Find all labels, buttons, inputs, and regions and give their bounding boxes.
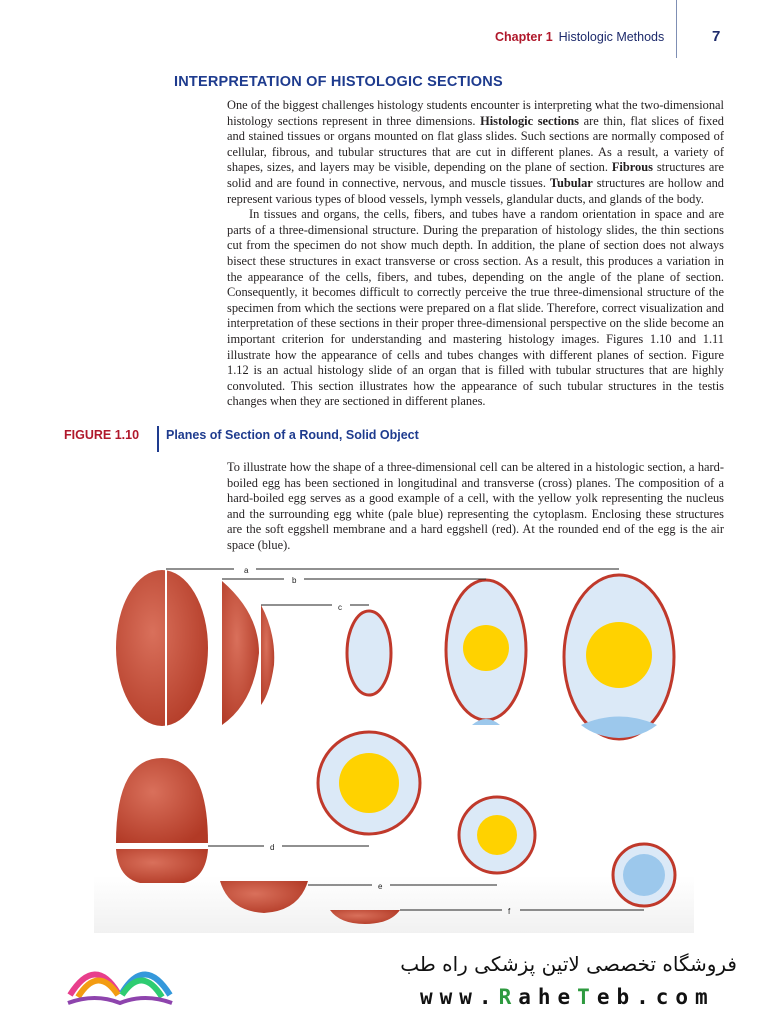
section-a-yolk [586, 622, 652, 688]
section-e-yolk [477, 815, 517, 855]
section-title: INTERPRETATION OF HISTOLOGIC SECTIONS [174, 74, 503, 90]
store-name: فروشگاه تخصصی لاتین پزشکی راه طب [400, 952, 737, 976]
paragraph-1 [227, 98, 724, 207]
figure-label: FIGURE 1.10 [64, 428, 140, 442]
book-logo-icon [60, 945, 180, 1010]
section-body [227, 98, 724, 410]
whole-egg-shape [116, 570, 208, 726]
figure-caption: To illustrate how the shape of a three-dimensional cell can be altered in a histologic section, a hard-boiled egg has been sectioned in longitudinal and transverse (cross) planes. The composition of a hard-boiled egg serves as a good example of a cell, with the yellow yolk representing the nucleus and the surrounding egg white (pale blue) representing the cytoplasm. Enclosing these structures are the soft eggshell membrane and a hard eggshell (red). At the rounded end of the egg is the air space (blue). [227, 460, 724, 552]
section-b-yolk [463, 625, 509, 671]
url-t: T [577, 985, 597, 1009]
url-eb: eb [596, 985, 637, 1009]
url-ahe: ahe [518, 985, 578, 1009]
term-histologic-sections: Histologic sections [480, 113, 579, 128]
chapter-number: Chapter 1 [495, 30, 553, 44]
label-e: e [378, 882, 383, 891]
p1-text-c: are thin, flat slices of fixed and stained tissues or organs mounted on flat glass slides. Such sections are normally composed of cellular, fibrous, and tubular structures that are cut in different planes. As a result, a variety of shapes, sizes, and layers may be visible, depending on the plane of section. [227, 113, 724, 175]
egg-sections-figure [94, 553, 694, 933]
url-prefix: www. [420, 985, 499, 1009]
term-tubular: Tubular [549, 175, 593, 190]
chapter-heading [495, 30, 664, 44]
figure-divider [157, 426, 159, 452]
p1-text-e: structures are solid and are found in connective, nervous, and muscle tissues. [227, 160, 724, 190]
p1-text-g: structures are hollow and represent various types of blood vessels, lymph vessels, glandular ducts, and glands of the body. [227, 175, 724, 206]
page-number: 7 [712, 28, 721, 45]
section-d-yolk [339, 753, 399, 813]
term-fibrous: Fibrous [611, 160, 653, 175]
label-d: d [270, 843, 275, 852]
url-suffix: .com [636, 985, 715, 1009]
chapter-title: Histologic Methods [558, 30, 665, 44]
label-f: f [508, 907, 511, 916]
running-header [0, 0, 777, 58]
figure-title: Planes of Section of a Round, Solid Object [166, 428, 419, 442]
p1-text-a: One of the biggest challenges histology students encounter is interpreting what the two-dimensional histology sections represent in three dimensions. [227, 98, 724, 128]
paragraph-2: In tissues and organs, the cells, fibers, and tubes have a random orientation in space and are parts of a three-dimensional structure. During the preparation of histology slides, the thin sections cut from the specimen do not show much depth. In addition, the plane of section does not always bisect these structures in exact transverse or cross section. As a result, this produces a variation in the appearance of the cells, fibers, and tubes, depending on the angle of the plane of section. Consequently, it becomes difficult to correctly perceive the true three-dimensional structure of the specimen from which the sections were prepared on a flat slide. Therefore, correct visualization and interpretation of these sections in their proper three-dimensional perspective on the slide become an important criterion for understanding and mastering histology images. Figures 1.10 and 1.11 illustrate how the appearance of cells and tubes changes with different planes of section. Figure 1.12 is an actual histology slide of an organ that is filled with tubular structures that are highly convoluted. This section illustrates how the appearance of such tubular structures in the testis changes when they are sectioned in different planes. [227, 207, 724, 409]
section-c-face [347, 611, 391, 695]
store-url [420, 985, 715, 1009]
label-b: b [292, 576, 297, 585]
egg-lower-part [116, 849, 208, 883]
label-c: c [338, 603, 342, 612]
url-r: R [498, 985, 519, 1009]
section-f-air-space [623, 854, 665, 896]
header-divider [676, 0, 677, 58]
label-a: a [244, 566, 249, 575]
